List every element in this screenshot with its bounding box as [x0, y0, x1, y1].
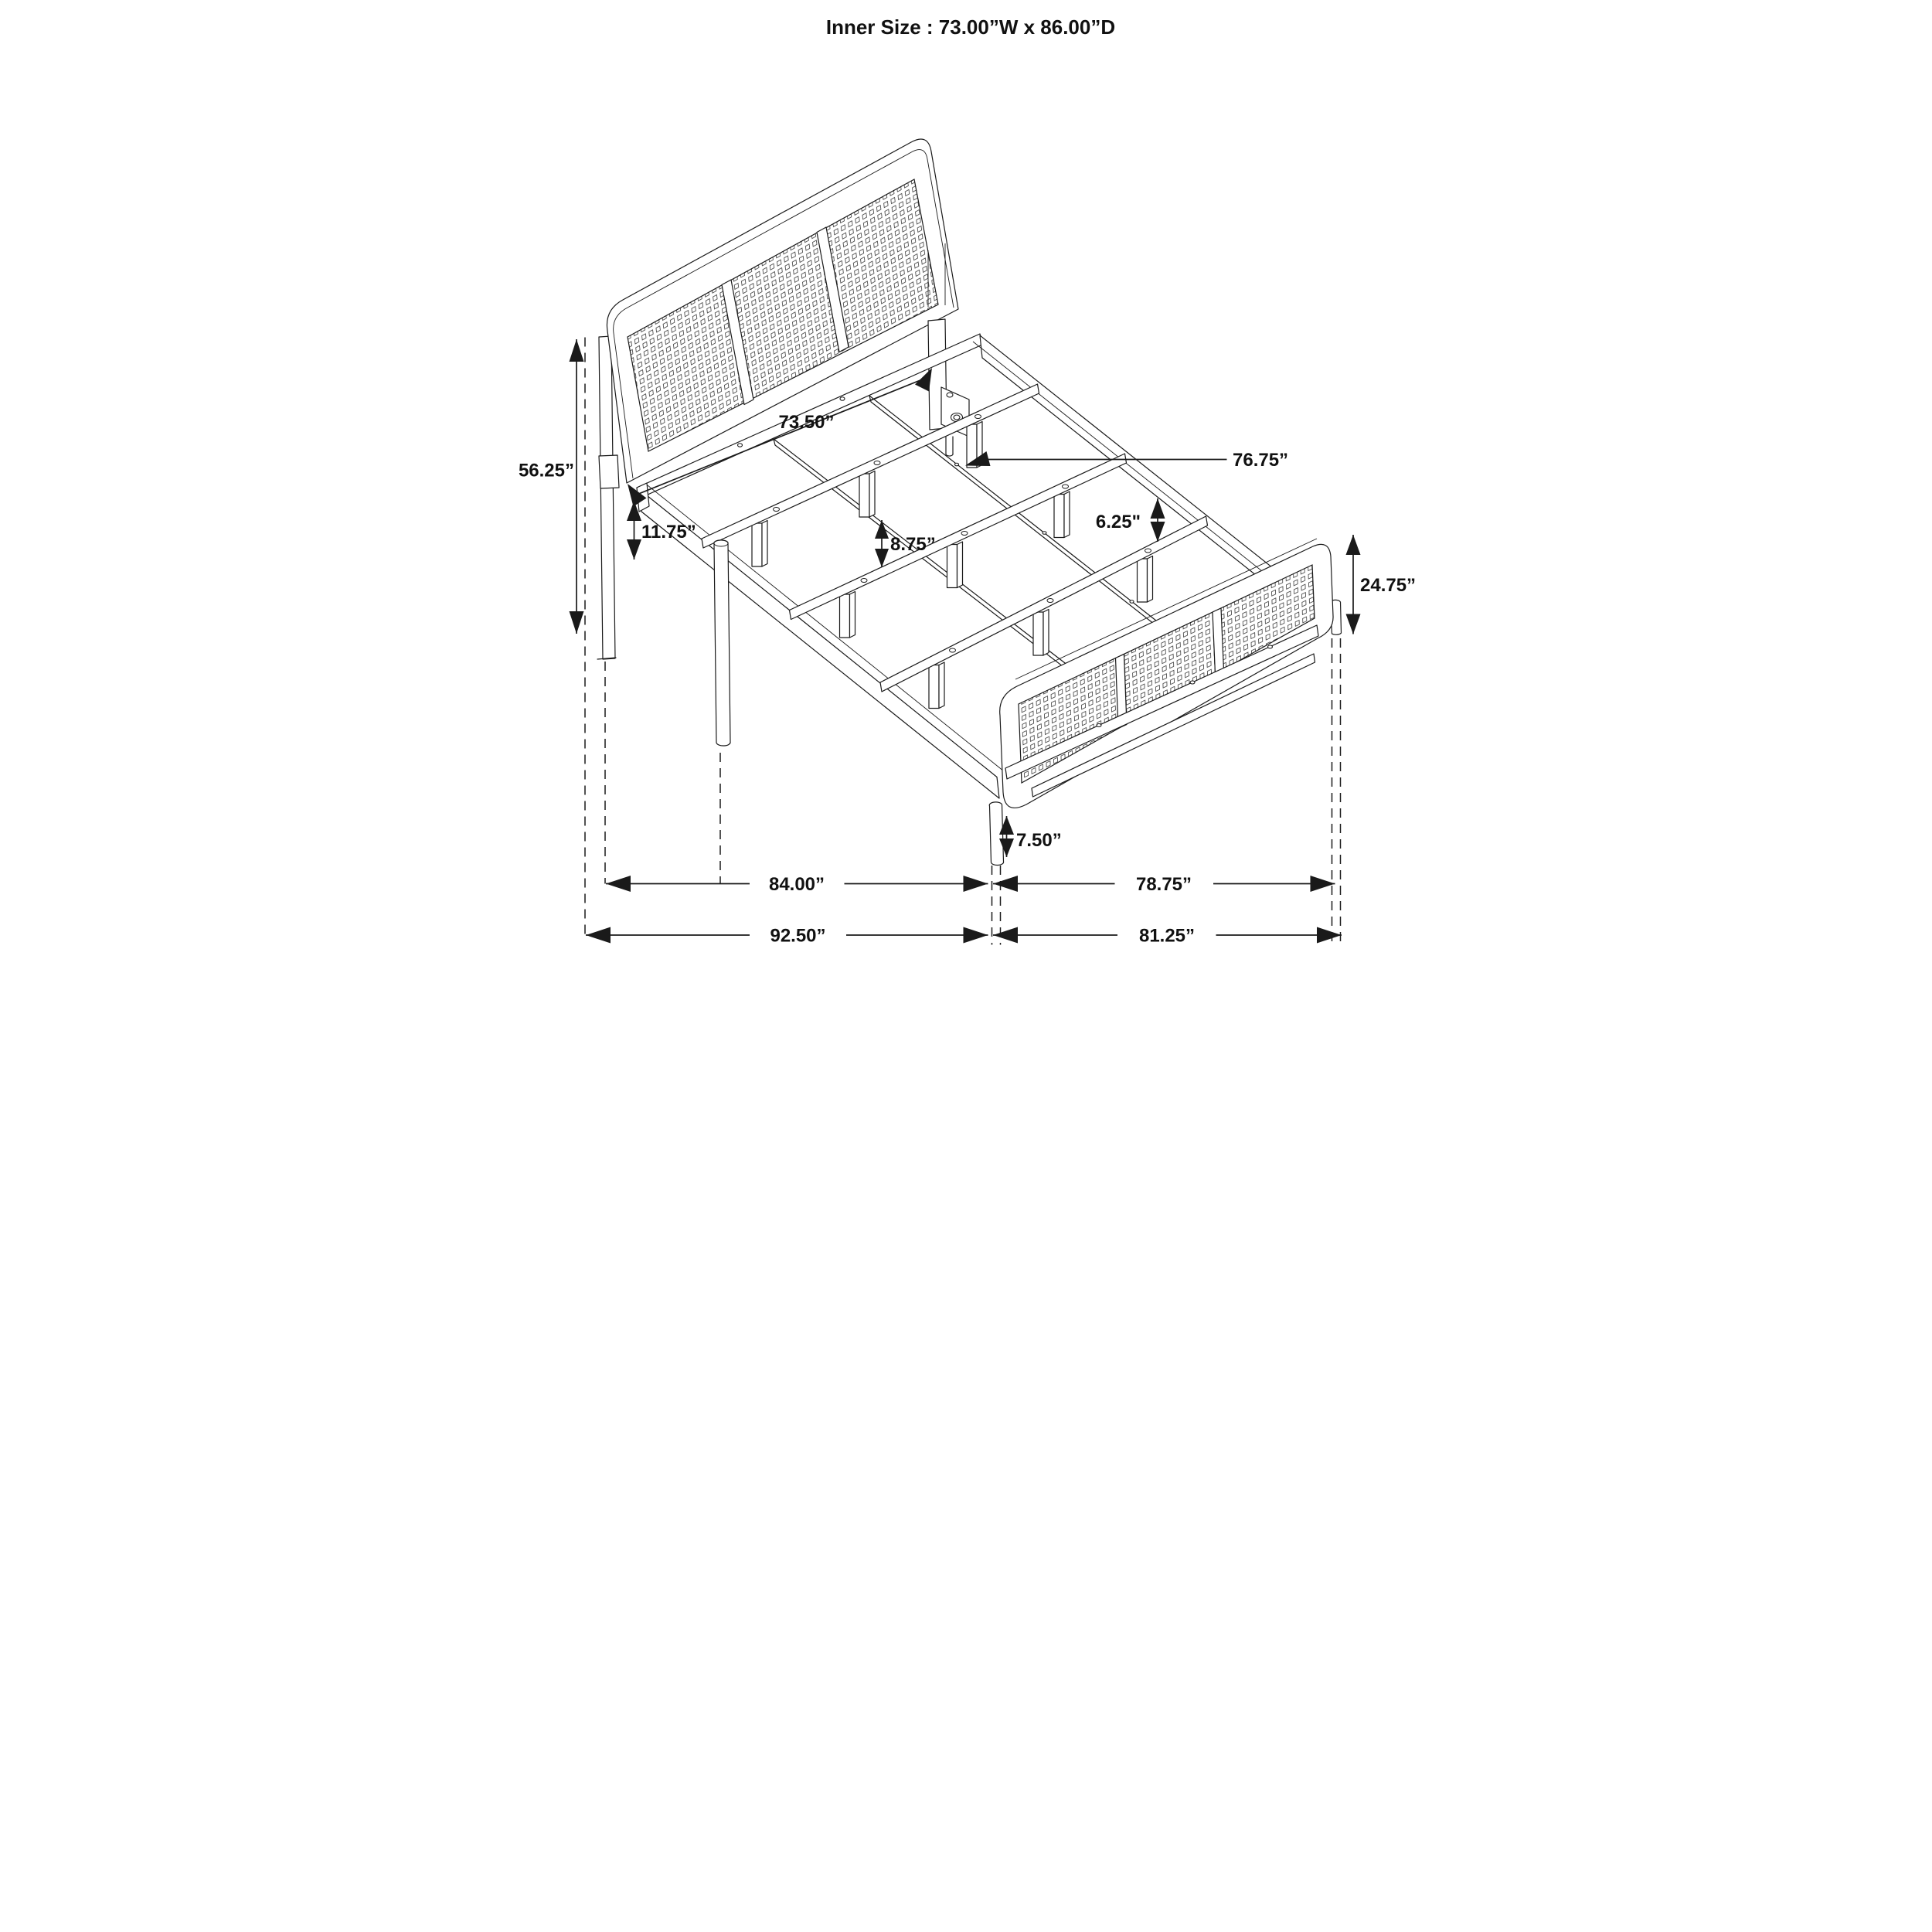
dim-overall-length — [586, 920, 988, 951]
dim-label-rail-drop: 6.25" — [1095, 512, 1141, 532]
dim-label-overall-length: 92.50” — [770, 925, 826, 947]
dim-footboard-span-overall — [993, 920, 1342, 951]
headboard — [597, 139, 958, 659]
dim-label-footboard-leg: 7.50” — [1016, 830, 1062, 851]
dim-footboard-height — [1346, 535, 1417, 634]
diagram-page — [483, 0, 1449, 966]
dim-label-footboard-span-overall: 81.25” — [1138, 925, 1196, 947]
dim-label-headboard-width: 73.50” — [778, 412, 835, 433]
dim-label-inner-length: 84.00” — [768, 874, 825, 895]
dim-label-slat-rail-length: 76.75” — [1233, 450, 1289, 471]
dim-label-footboard-height: 24.75” — [1360, 575, 1417, 596]
dim-rail-drop — [1096, 498, 1165, 542]
dim-label-headboard-height: 56.25” — [518, 460, 574, 481]
dim-inner-length — [606, 869, 988, 899]
dim-label-panel-to-rail: 11.75” — [641, 522, 696, 543]
diagram-title: Inner Size : 73.00”W x 86.00”D — [825, 15, 1116, 39]
footboard — [989, 539, 1341, 866]
headboard-left-leg — [599, 336, 615, 659]
dim-footboard-span-inner — [993, 869, 1335, 899]
dim-label-footboard-span-inner: 78.75” — [1135, 874, 1192, 895]
bed-dimension-diagram — [483, 0, 1449, 966]
dim-headboard-height — [519, 339, 584, 634]
dim-label-support-leg: 8.75” — [890, 534, 936, 555]
headboard-left-bracket — [599, 455, 619, 488]
headboard-front-leg — [714, 540, 730, 746]
dim-footboard-leg — [999, 816, 1062, 857]
